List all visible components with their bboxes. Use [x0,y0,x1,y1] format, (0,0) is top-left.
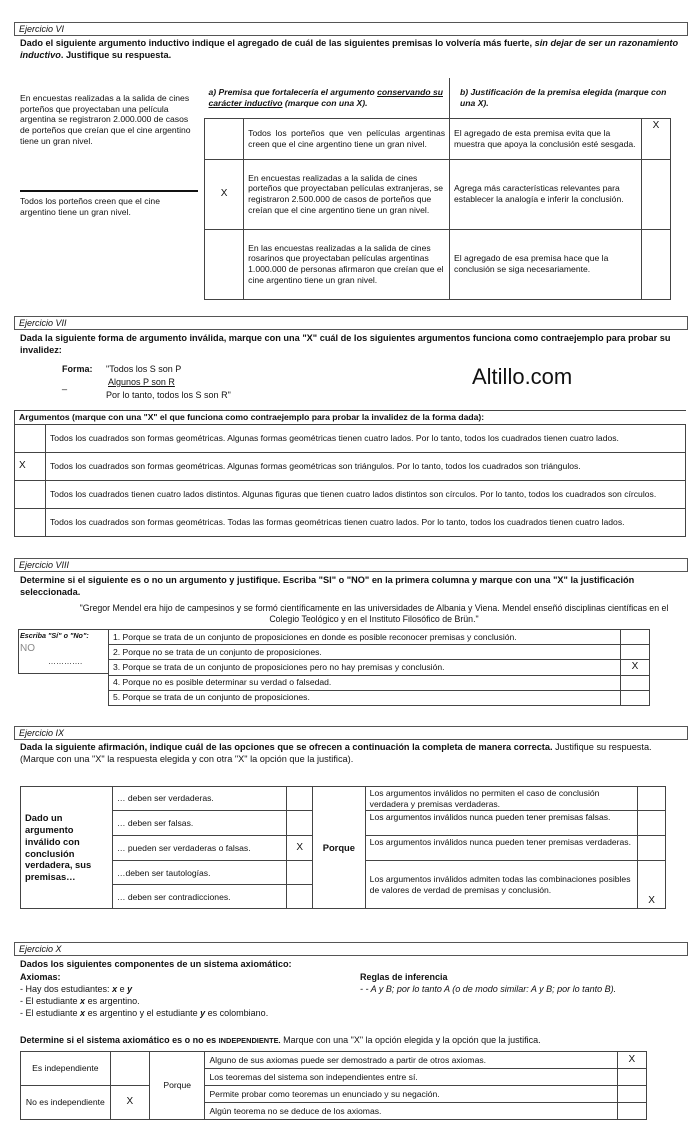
ex6-premise-option: En encuestas realizadas a la salida de cines porteños que proyectaban películas extranjeras, se registraron 2.500.000 de casos de porteños que creían que el cine argentino tiene un gran nivel. [244,159,450,229]
ex7-argument: Todos los cuadrados son formas geométricas. Todas las formas geométricas tienen cuatro lados. Por lo tanto, todos los cuadrados tienen cuatro lados. [46,509,686,537]
forma-line-1: "Todos los S son P [106,364,182,374]
ex9-option: …deben ser tautologías. [112,861,286,885]
ex7-mark[interactable] [15,509,46,537]
ex9-reason-mark[interactable] [638,787,666,811]
inference-rule: - - A y B; por lo tanto A (o de modo similar: A y B; por lo tanto B). [360,984,617,994]
forma-label: Forma: [62,364,93,374]
ex10-mark-noindep[interactable]: X [110,1086,149,1120]
ex6-justification-option: El agregado de esa premisa hace que la conclusión se siga necesariamente. [450,229,642,299]
ex9-reason-mark[interactable] [638,836,665,860]
ex10-reason-mark[interactable] [617,1069,646,1086]
watermark-logo: Altillo.com [472,364,573,389]
exercise-6-title: Ejercicio VI [14,22,688,36]
ex8-option: 2. Porque no se trata de un conjunto de proposiciones. [109,645,621,660]
ex7-table-head: Argumentos (marque con una "X" el que funciona como contraejemplo para probar la invalidez de la forma dada): [15,411,686,425]
si-no-label: Escriba "Sí" o "No": [20,631,89,640]
ex10-reason: Permite probar como teoremas un enunciado y su negación. [205,1086,617,1103]
ex7-argument: Todos los cuadrados son formas geométricas. Algunas formas geométricas tienen cuatro lados. Por lo tanto, todos los cuadrados tienen cuatro lados. [46,425,686,453]
axiom-2: - El estudiante x es argentino. [20,996,140,1006]
ex6-premise: En encuestas realizadas a la salida de cines porteños que proyectaban una película argentina se registraron 2.000.000 de casos de porteños que creían que el cine argentino tiene un gran nivel. [20,93,191,146]
ex8-mark[interactable] [621,675,650,690]
ex10-reason: Algún teorema no se deduce de los axiomas. [205,1103,617,1120]
exercise-8-title: Ejercicio VIII [14,558,688,572]
ex7-row [15,509,686,537]
exercise-9-instructions: Dada la siguiente afirmación, indique cuál de las opciones que se ofrecen a continuación la completa de manera correcta. Justifique su respuesta. (Marque con una "X" la respuesta elegida y con otra "X" la opción que la justifica). [20,742,652,764]
ex7-mark[interactable]: X [15,453,46,481]
ex6-mark-a[interactable] [205,118,244,159]
ex10-opt-noindep: No es independiente [21,1086,111,1120]
ex9-stem: Dado un argumento inválido con conclusión verdadera, sus premisas… [21,787,113,909]
ex8-mark[interactable] [621,645,650,660]
ex7-mark[interactable] [15,481,46,509]
ex6-mark-a[interactable] [205,229,244,299]
ex8-row [109,690,650,705]
forma-line-3: Por lo tanto, todos los S son R" [106,390,231,400]
ex9-reason: Los argumentos inválidos nunca pueden tener premisas falsas. [366,811,637,836]
ex7-row [15,453,686,481]
ex9-porque: Porque [313,787,366,909]
ex9-option: … deben ser falsas. [112,811,286,836]
ex6-table [204,78,671,300]
axiom-3: - El estudiante x es argentino y el estudiante y es colombiano. [20,1008,269,1018]
forma-dash: _ [62,380,68,390]
ex8-table [108,629,650,706]
ex8-row [109,675,650,690]
ex7-argument: Todos los cuadrados son formas geométricas. Algunas formas geométricas son triángulos. Por lo tanto, todos los cuadrados son triángulos. [46,453,686,481]
ex9-reason: Los argumentos inválidos nunca pueden tener premisas verdaderas. [369,837,631,848]
axiom-1: - Hay dos estudiantes: x e y [20,984,133,994]
exercise-8-instructions: Determine si el siguiente es o no un argumento y justifique. Escriba "SI" o "NO" en la primera columna y marque con una "X" la justificación seleccionada. [20,575,635,597]
ex6-conclusion: Todos los porteños creen que el cine argentino tiene un gran nivel. [20,196,160,217]
ex6-row [205,159,671,229]
si-no-answer[interactable]: NO [20,643,35,654]
ex9-reason-mark[interactable]: X [638,861,666,909]
ex7-argument: Todos los cuadrados tienen cuatro lados distintos. Algunas figuras que tienen cuatro lados distintos son círculos. Por lo tanto, todos los cuadrados son círculos. [46,481,686,509]
ex6-premise-option: Todos los porteños que ven películas argentinas creen que el cine argentino tiene un gran nivel. [244,118,450,159]
exercise-10-title: Ejercicio X [14,942,688,956]
ex6-mark-b[interactable] [641,159,670,229]
ex6-mark-b[interactable] [641,229,670,299]
ex6-justification-option: Agrega más características relevantes para establecer la analogía e inferir la conclusión. [450,159,642,229]
ex8-row [109,645,650,660]
ex6-justification-option: El agregado de esta premisa evita que la muestra que apoya la conclusión esté sesgada. [450,118,642,159]
axiomas-label: Axiomas: [20,972,61,982]
ex8-mark[interactable] [621,630,650,645]
exercise-7-title: Ejercicio VII [14,316,688,330]
ex9-option-mark[interactable]: X [287,836,313,861]
ex10-reason-mark[interactable]: X [617,1052,646,1069]
ex10-porque: Porque [150,1052,205,1120]
ex9-option-mark[interactable] [287,885,313,909]
ex8-option: 1. Porque se trata de un conjunto de proposiciones en donde es posible reconocer premisas y conclusión. [109,630,621,645]
reglas-label: Reglas de inferencia [360,972,448,982]
exercise-6-instructions: Dado el siguiente argumento inductivo indique el agregado de cuál de las siguientes premisas lo volvería más fuerte, sin dejar de ser un razonamiento inductivo. Justifique su respuesta. [20,38,679,60]
ex6-mark-a[interactable]: X [205,159,244,229]
ex9-table [20,786,666,909]
ex10-table [20,1051,647,1120]
ex9-option: … deben ser verdaderas. [112,787,286,811]
ex7-table [14,410,686,537]
ex10-intro: Dados los siguientes componentes de un sistema axiomático: [20,959,292,969]
ex10-opt-indep: Es independiente [21,1052,111,1086]
ex10-instructions: Determine si el sistema axiomático es o no es INDEPENDIENTE. Marque con una "X" la opción elegida y la opción que la justifica. [20,1035,541,1045]
ex8-mark[interactable]: X [621,660,650,676]
ex10-reason: Alguno de sus axiomas puede ser demostrado a partir de otros axiomas. [205,1052,617,1069]
ex9-option-mark[interactable] [287,787,313,811]
ex8-option: 3. Porque se trata de un conjunto de proposiciones pero no hay premisas y conclusión. [109,660,621,676]
ex8-option: 4. Porque no es posible determinar su verdad o falsedad. [109,675,621,690]
exercise-7-instructions: Dada la siguiente forma de argumento inválida, marque con una "X" cuál de los siguientes argumentos funciona como contraejemplo para probar su invalidez: [20,333,671,355]
ex6-head-a: a) Premisa que fortalecería el argumento conservando su carácter inductivo (marque con una X). [205,78,450,118]
ex7-mark[interactable] [15,425,46,453]
ex6-mark-b[interactable]: X [641,118,670,159]
ex8-row [109,630,650,645]
ex10-mark-indep[interactable] [110,1052,149,1086]
ex6-premise-option: En las encuestas realizadas a la salida de cines rosarinos que proyectaban películas argentinas 1.000.000 de personas afirmaron que creían que el cine argentino tiene un gran nivel. [244,229,450,299]
ex9-option-mark[interactable] [287,861,313,885]
ex8-row [109,660,650,676]
ex9-reason: Los argumentos inválidos no permiten el caso de conclusión verdadera y premisas verdaderas. [365,787,637,811]
ex10-reason-mark[interactable] [617,1086,646,1103]
mendel-quote: "Gregor Mendel era hijo de campesinos y se formó científicamente en las universidades de Albania y Viena. Mendel enseñó disciplinas científicas en el Colegio Teológico y en el Instituto Filosófico de Brün." [79,603,669,624]
ex9-reason: Los argumentos inválidos admiten todas las combinaciones posibles de valores de verdad de premisas y conclusión. [365,861,637,909]
ex9-option-mark[interactable] [287,811,313,836]
ex10-reason: Los teoremas del sistema son independientes entre sí. [205,1069,617,1086]
ex9-option: … pueden ser verdaderas o falsas. [112,836,286,861]
si-no-dots: …………. [48,657,83,666]
ex9-reason-mark[interactable] [638,811,665,836]
ex10-reason-mark[interactable] [617,1103,646,1120]
ex8-mark[interactable] [621,690,650,705]
ex6-row [205,118,671,159]
ex8-option: 5. Porque se trata de un conjunto de proposiciones. [109,690,621,705]
ex7-row [15,425,686,453]
ex7-row [15,481,686,509]
ex6-head-b: b) Justificación de la premisa elegida (marque con una X). [450,78,671,118]
forma-line-2: Algunos P son R [108,377,175,387]
ex6-row [205,229,671,299]
ex9-option: … deben ser contradicciones. [112,885,286,909]
exercise-9-title: Ejercicio IX [14,726,688,740]
